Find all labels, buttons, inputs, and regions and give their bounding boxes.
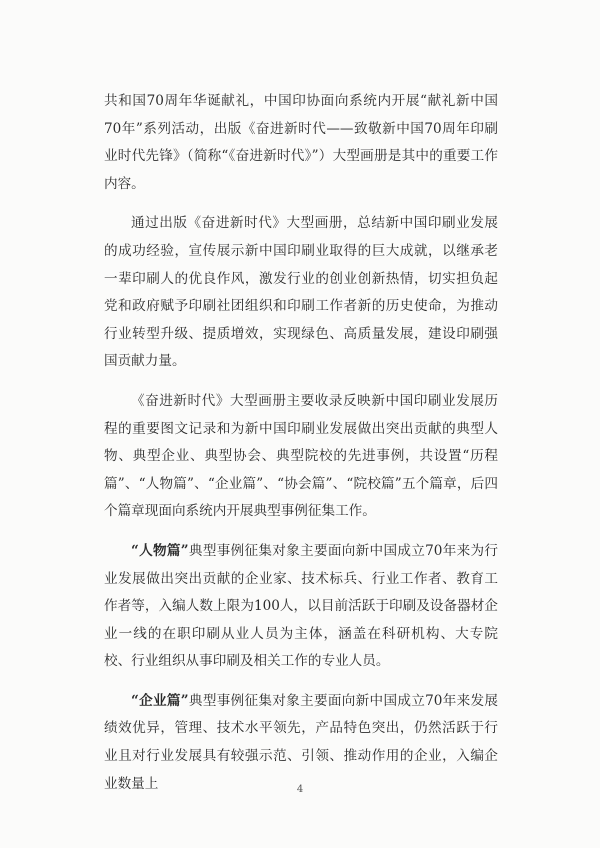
paragraph-1-text: 共和国70周年华诞献礼，中国印协面向系统内开展“献礼新中国70年”系列活动，出版《奋进新时代——致敬新中国70周年印刷业时代先锋》（简称“《奋进新时代》”）大型画册是其中的重要工作内容。 (104, 93, 498, 192)
paragraph-5-lead: “企业篇” (131, 692, 189, 709)
paragraph-5-text: 典型事例征集对象主要面向新中国成立70年来发展绩效优异，管理、技术水平领先，产品特色突出，仍然活跃于行业且对行业发展具有较强示范、引领、推动作用的企业，入编企业数量上 (104, 692, 499, 792)
paragraph-3-text: 《奋进新时代》大型画册主要收录反映新中国印刷业发展历程的重要图文记录和为新中国印刷业发展做出突出贡献的典型人物、典型企业、典型协会、典型院校的先进事例，共设置“历程篇”、“人物篇”、“企业篇”、“协会篇”、“院校篇”五个篇章，后四个篇章现面向系统内开展典型事例征集工作。 (104, 392, 498, 520)
paragraph-4 (104, 538, 498, 676)
paragraph-5 (104, 688, 498, 798)
paragraph-4-lead: “人物篇” (131, 542, 189, 559)
paragraph-2-text: 通过出版《奋进新时代》大型画册，总结新中国印刷业发展的成功经验，宣传展示新中国印刷业取得的巨大成就，以继承老一辈印刷人的优良作风，激发行业的创业创新热情，切实担负起党和政府赋予印刷社团组织和印刷工作者新的历史使命，为推动行业转型升级、提质增效，实现绿色、高质量发展，建设印刷强国贡献力量。 (104, 215, 498, 370)
paragraph-2 (104, 210, 498, 376)
paragraph-4-text: 典型事例征集对象主要面向新中国成立70年来为行业发展做出突出贡献的企业家、技术标兵、行业工作者、教育工作者等，入编人数上限为100人，以目前活跃于印刷及设备器材企业一线的在职印刷从业人员为主体，涵盖在科研机构、大专院校、行业组织从事印刷及相关工作的专业人员。 (104, 542, 499, 670)
page-number: 4 (296, 784, 304, 795)
paragraph-1 (104, 88, 498, 198)
paragraph-3 (104, 388, 498, 526)
document-body (104, 88, 498, 810)
